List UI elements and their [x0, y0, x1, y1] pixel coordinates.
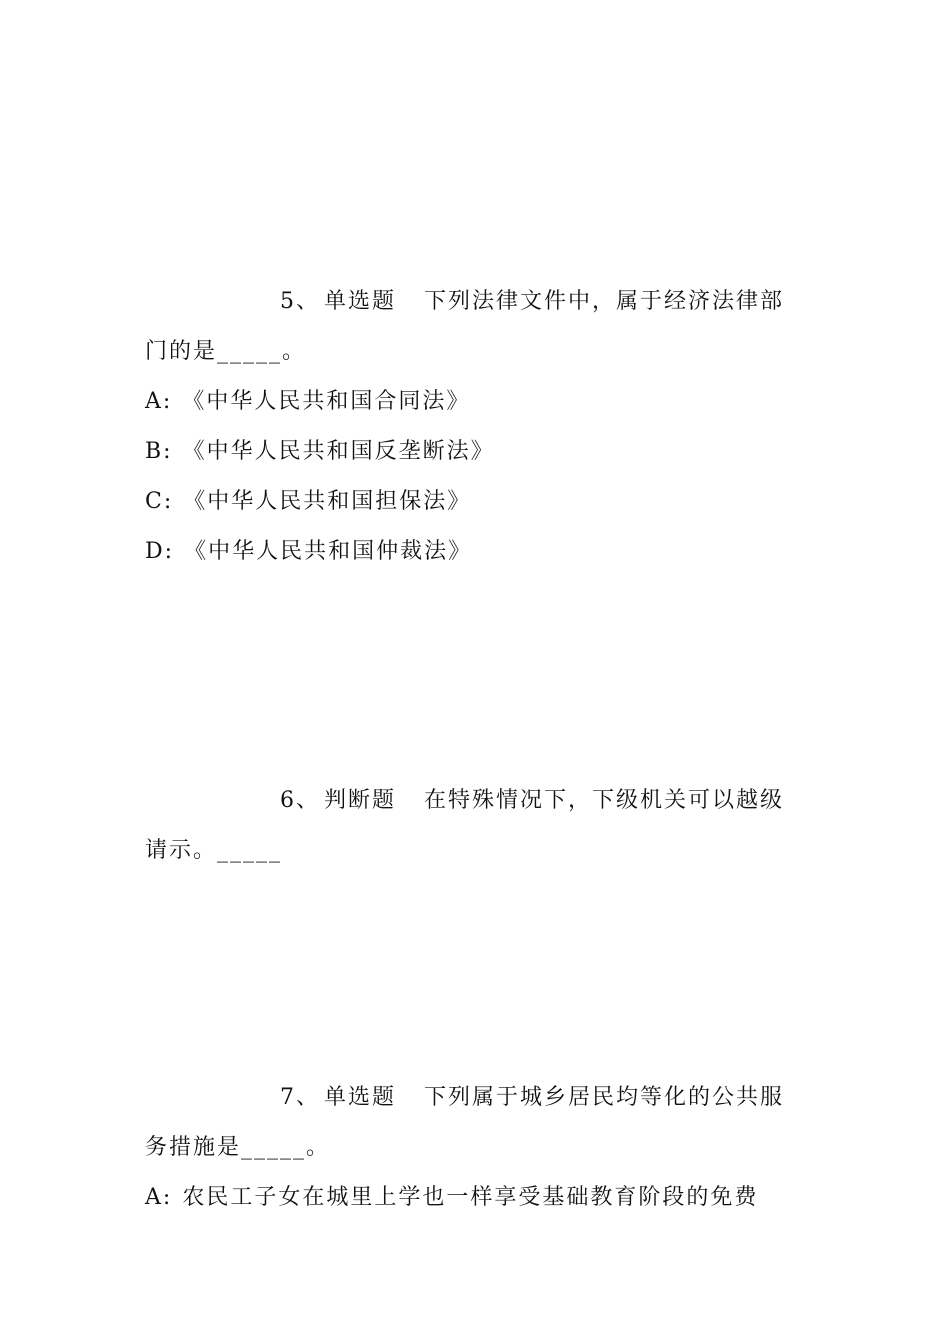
question-number: 5、: [280, 289, 320, 314]
option-key: A:: [145, 1185, 173, 1210]
question-text: 在特殊情况下，下级机关可以越级: [424, 788, 785, 813]
option-a: [145, 377, 810, 427]
question-number: 6、: [280, 788, 320, 813]
option-key: A:: [145, 389, 173, 414]
question-5: [145, 277, 810, 577]
question-type: 单选题: [324, 1085, 397, 1110]
option-c: [145, 477, 810, 527]
option-d: [145, 527, 810, 577]
option-text: 《中华人民共和国担保法》: [183, 489, 472, 514]
question-stem-line1: [145, 277, 810, 327]
question-stem-line2: 务措施是_____。: [145, 1135, 331, 1160]
question-text: 下列属于城乡居民均等化的公共服: [424, 1085, 785, 1110]
option-a: [145, 1173, 810, 1223]
question-7: [145, 1073, 810, 1223]
option-key: B:: [145, 439, 173, 464]
question-6: [145, 776, 810, 876]
option-text: 《中华人民共和国仲裁法》: [184, 539, 473, 564]
option-key: C:: [145, 489, 174, 514]
question-number: 7、: [280, 1085, 320, 1110]
question-stem-line2: 门的是_____。: [145, 339, 307, 364]
question-text: 下列法律文件中，属于经济法律部: [424, 289, 785, 314]
option-text: 《中华人民共和国反垄断法》: [182, 439, 495, 464]
option-text: 《中华人民共和国合同法》: [182, 389, 471, 414]
question-stem-line2: 请示。_____: [145, 838, 283, 863]
option-key: D:: [145, 539, 175, 564]
option-text: 农民工子女在城里上学也一样享受基础教育阶段的免费: [182, 1185, 759, 1210]
question-type: 单选题: [324, 289, 397, 314]
option-b: [145, 427, 810, 477]
question-stem-line1: [145, 1073, 810, 1123]
question-stem-line1: [145, 776, 810, 826]
question-type: 判断题: [324, 788, 397, 813]
